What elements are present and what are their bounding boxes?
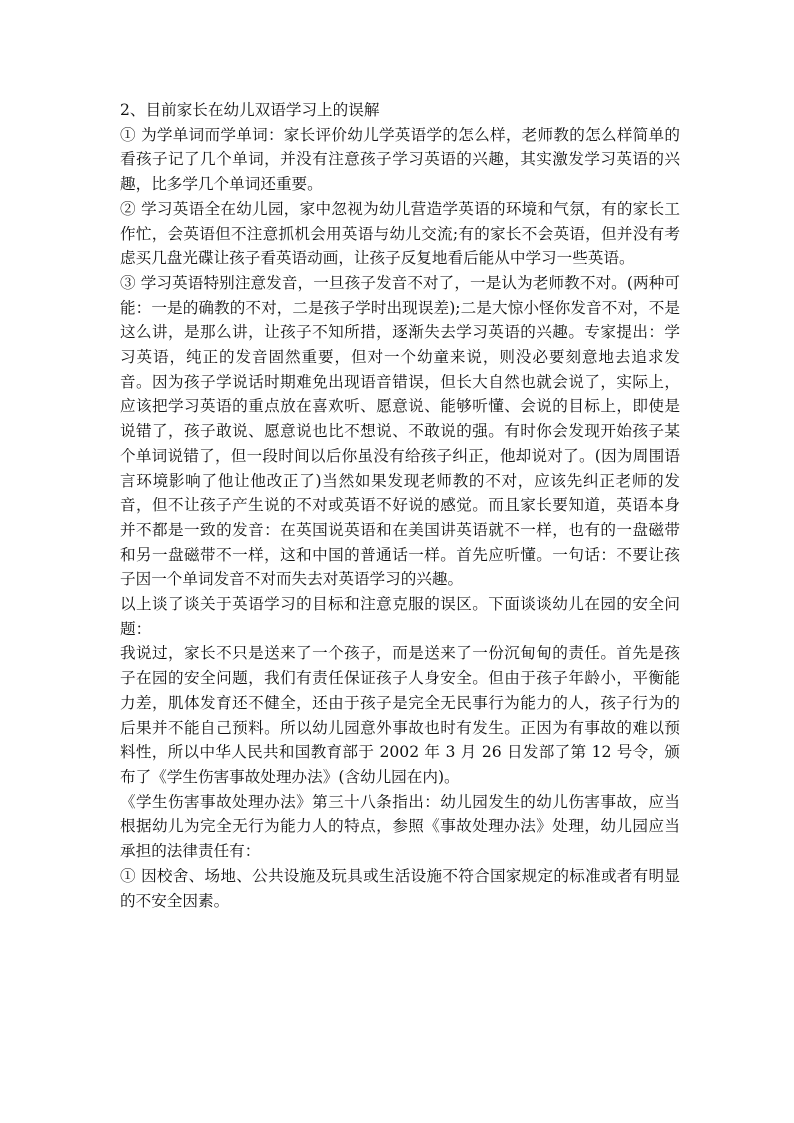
paragraph-misconception-2: ② 学习英语全在幼儿园，家中忽视为幼儿营造学英语的环境和气氛，有的家长工作忙，会英语但不注意抓机会用英语与幼儿交流;有的家长不会英语，但并没有考虑买几盘光碟让孩子看英语动画，让孩子反复地看后能从中学习一些英语。 [120, 199, 680, 268]
paragraph-safety: 我说过，家长不只是送来了一个孩子，而是送来了一份沉甸甸的责任。首先是孩子在园的安全问题，我们有责任保证孩子人身安全。但由于孩子年龄小，平衡能力差，肌体发育还不健全，还由于孩子是完全无民事行为能力的人，孩子行为的后果并不能自己预料。所以幼儿园意外事故也时有发生。正因为有事故的难以预料性，所以中华人民共和国教育部于 2002 年 3 月 26 日发部了第 12 号令，颁布了《学生伤害事故处理办法》(含幼儿园在内)。 [120, 644, 680, 786]
paragraph-misconception-1: ① 为学单词而学单词：家长评价幼儿学英语学的怎么样，老师教的怎么样简单的看孩子记了几个单词，并没有注意孩子学习英语的兴趣，其实激发学习英语的兴趣，比多学几个单词还重要。 [120, 125, 680, 194]
section-heading: 2、目前家长在幼儿双语学习上的误解 [120, 101, 380, 119]
paragraph-misconception-3: ③ 学习英语特别注意发音，一旦孩子发音不对了，一是认为老师教不对。(两种可能：一是的确教的不对，二是孩子学时出现误差);二是大惊小怪你发音不对，不是这么讲，是那么讲，让孩子不知所措，逐渐失去学习英语的兴趣。专家提出：学习英语，纯正的发音固然重要，但对一个幼童来说，则没必要刻意地去追求发音。因为孩子学说话时期难免出现语音错误，但长大自然也就会说了，实际上，应该把学习英语的重点放在喜欢听、愿意说、能够听懂、会说的目标上，即使是说错了，孩子敢说、愿意说也比不想说、不敢说的强。有时你会发现开始孩子某个单词说错了，但一段时间以后你虽没有给孩子纠正，他却说对了。(因为周围语言环境影响了他让他改正了)当然如果发现老师教的不对，应该先纠正老师的发音，但不让孩子产生说的不对或英语不好说的感觉。而且家长要知道，英语本身并不都是一致的发音：在英国说英语和在美国讲英语就不一样，也有的一盘磁带和另一盘磁带不一样，这和中国的普通话一样。首先应听懂。一句话：不要让孩子因一个单词发音不对而失去对英语学习的兴趣。 [120, 273, 680, 589]
paragraph-transition: 以上谈了谈关于英语学习的目标和注意克服的误区。下面谈谈幼儿在园的安全问题： [120, 595, 680, 638]
paragraph-liability-1: ① 因校舍、场地、公共设施及玩具或生活设施不符合国家规定的标准或者有明显的不安全因素。 [120, 866, 680, 910]
paragraph-regulation: 《学生伤害事故处理办法》第三十八条指出：幼儿园发生的幼儿伤害事故，应当根据幼儿为完全无行为能力人的特点，参照《事故处理办法》处理，幼儿园应当承担的法律责任有： [120, 792, 680, 861]
document-page [120, 98, 680, 913]
